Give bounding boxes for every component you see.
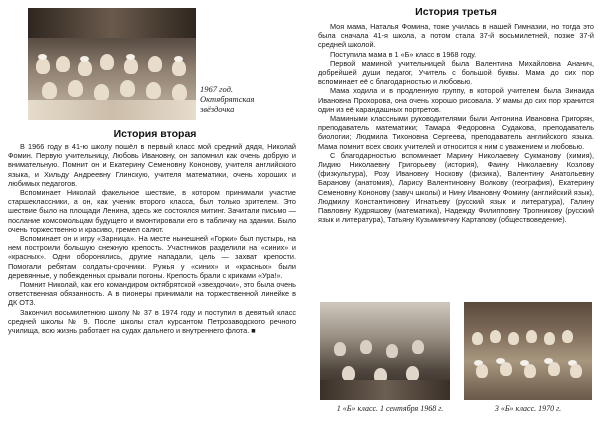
paragraph: Мамиными классными руководителями были Антонина Ивановна Григорян, преподаватель математики; Тамара Федоровна Судакова, преподаватель биологии; Людмила Тихоновна Сергеева, преподаватель английского языка. Мама помнит всех своих учителей и относится к ним с уважением и любовью. [318,114,594,151]
paragraph: Поступила мама в 1 «Б» класс в 1968 году. [330,49,477,59]
paragraph: Мама ходила и в продленную группу, в которой учителем была Зинаида Ивановна Прохорова, она очень хорошо рисовала. У мамы до сих пор хранится один из её карандашных портретов. [318,86,594,114]
paragraph: Вспоминает он и игру «Зарница». На месте нынешней «Горки» был пустырь, на нем построили большую снежную крепость. Участников разделили на «синих» и «красных». Одни оборонялись, другие нападали, цель — захват крепости. Помогали ребятам солдаты-срочники. Ружья у «синих» и «красных» были деревянные, у побежденных срывали погоны. Крепость брали с криками «Ура!». [8,234,296,280]
paragraph: Первой маминой учительницей была Валентина Михайловна Ананич, добрейшей души педагог, Учитель с большой буквы. Мама до сих пор вспоминает её с благодарностью и любовью. [318,58,594,87]
class-photo-1967 [28,8,196,120]
right-body-text [318,22,594,224]
section-title: История вторая [113,128,197,140]
paragraph: Моя мама, Наталья Фомина, тоже училась в нашей Гимназии, но тогда это была сначала 41-я школа, а потом стала 37-й восьмилетней, позже 37-й средней школой. [318,22,594,50]
photo-caption: 3 «Б» класс. 1970 г. [494,404,562,413]
paragraph: В 1966 году в 41-ю школу пошёл в первый класс мой средний дядя, Николай Фомин. Первую учительницу, Любовь Ивановну, он запомнил как очень добрую и внимательную. Помнит он и Екатерину Семеновну Кононову, учителя английского языка, и Хильду Андреевну Глинскую, учителя математики, очень хороших и любимых педагогов. [8,142,296,188]
paragraph: Закончил восьмилетнюю школу № 37 в 1974 году и поступил в девятый класс средней школы № 9. После школы стал курсантом Петрозаводского речного училища, всю жизнь работает на судах дальнего и внутреннего флота. ■ [8,307,296,336]
paragraph: С благодарностью вспоминает Марину Николаевну Сукманову (химия), Лидию Николаевну Григорьеву (история), Фаину Николаевну Козлову (физкультура), Розу Ивановну Носкову (физика), Валентину Анатольевну Баранову (анатомия), Ларису Валентиновну Волкову (география), Екатерину Семеновну Кононову (завуч школы) и Нину Ивановну Фомину (английский язык), Людмилу Константиновну Игнатьеву (русский язык и литература), Галину Павловну Кудряшову (математика), Надежду Филипповну Тропникову (русский язык и литература), Татьяну Кузьминичну Картапову (обществоведение). [318,150,594,225]
photo-caption: 1 «Б» класс. 1 сентября 1968 г. [336,404,444,413]
paragraph: Вспоминает Николай факельное шествие, в котором принимали участие старшеклассники, а он, как ученик второго класса, был только зрителем. Это шествие было на площади Ленина, здесь же состоялся митинг. Зачитали письмо — послание комсомольцам будущего и вмонтировали его в табличку на здании. Было очень торжественно и красиво, гремел салют. [8,188,296,234]
left-body-text [8,142,296,335]
section-title: История третья [415,6,497,18]
class-photo-1968 [320,302,450,400]
paragraph: Помнит Николай, как его командиром октябрятской «звездочки», это была очень ответственная обязанность. А в пионеры принимали на торжественной линейке в ДК ОТЗ. [8,280,296,308]
class-photo-1970 [464,302,592,400]
photo-caption: 1967 год. Октябрятская звёздочка [200,84,255,114]
